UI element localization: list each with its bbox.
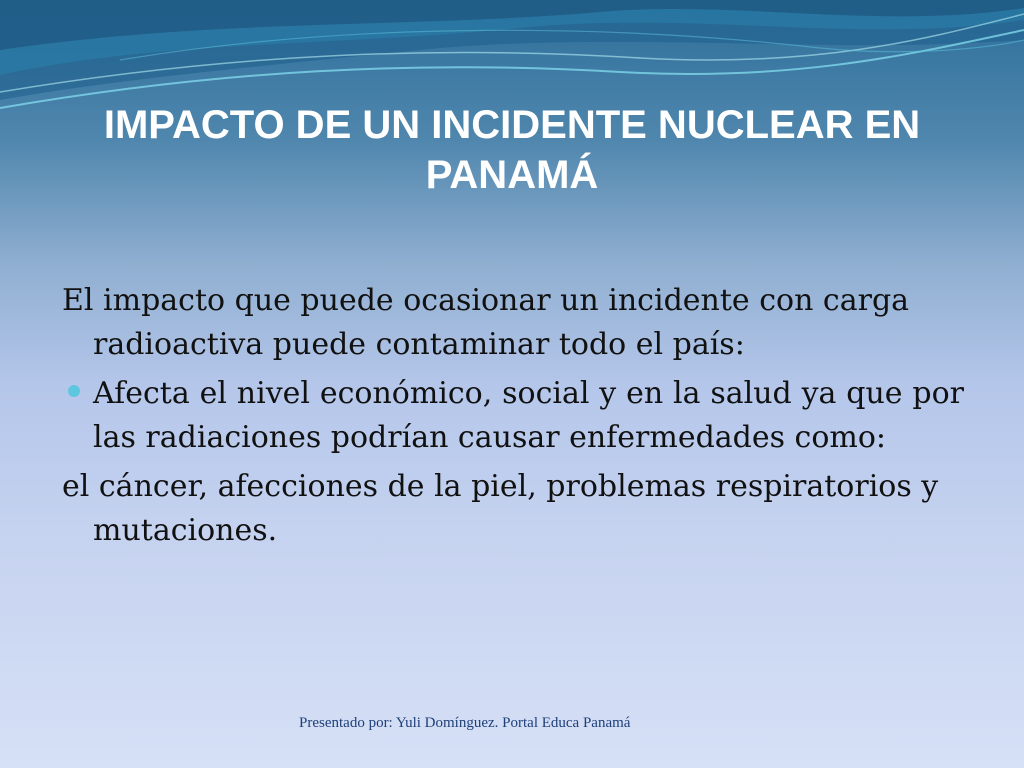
slide-body: [62, 279, 964, 558]
conclusion-paragraph-text: el cáncer, afecciones de la piel, problemas respiratorios y mutaciones.: [62, 469, 939, 548]
bullet-item: [62, 372, 964, 460]
slide-title: IMPACTO DE UN INCIDENTE NUCLEAR EN PANAMÁ: [103, 103, 921, 197]
conclusion-paragraph: [62, 465, 964, 553]
footer-credit: Presentado por: Yuli Domínguez. Portal Educa Panamá: [299, 715, 631, 731]
round-bullet-icon: [68, 385, 80, 397]
bullet-item-text: Afecta el nivel económico, social y en la salud ya que por las radiaciones podrían causar enfermedades como:: [93, 376, 964, 455]
intro-paragraph: [62, 279, 964, 367]
intro-paragraph-text: El impacto que puede ocasionar un incidente con carga radioactiva puede contaminar todo el país:: [62, 283, 910, 362]
